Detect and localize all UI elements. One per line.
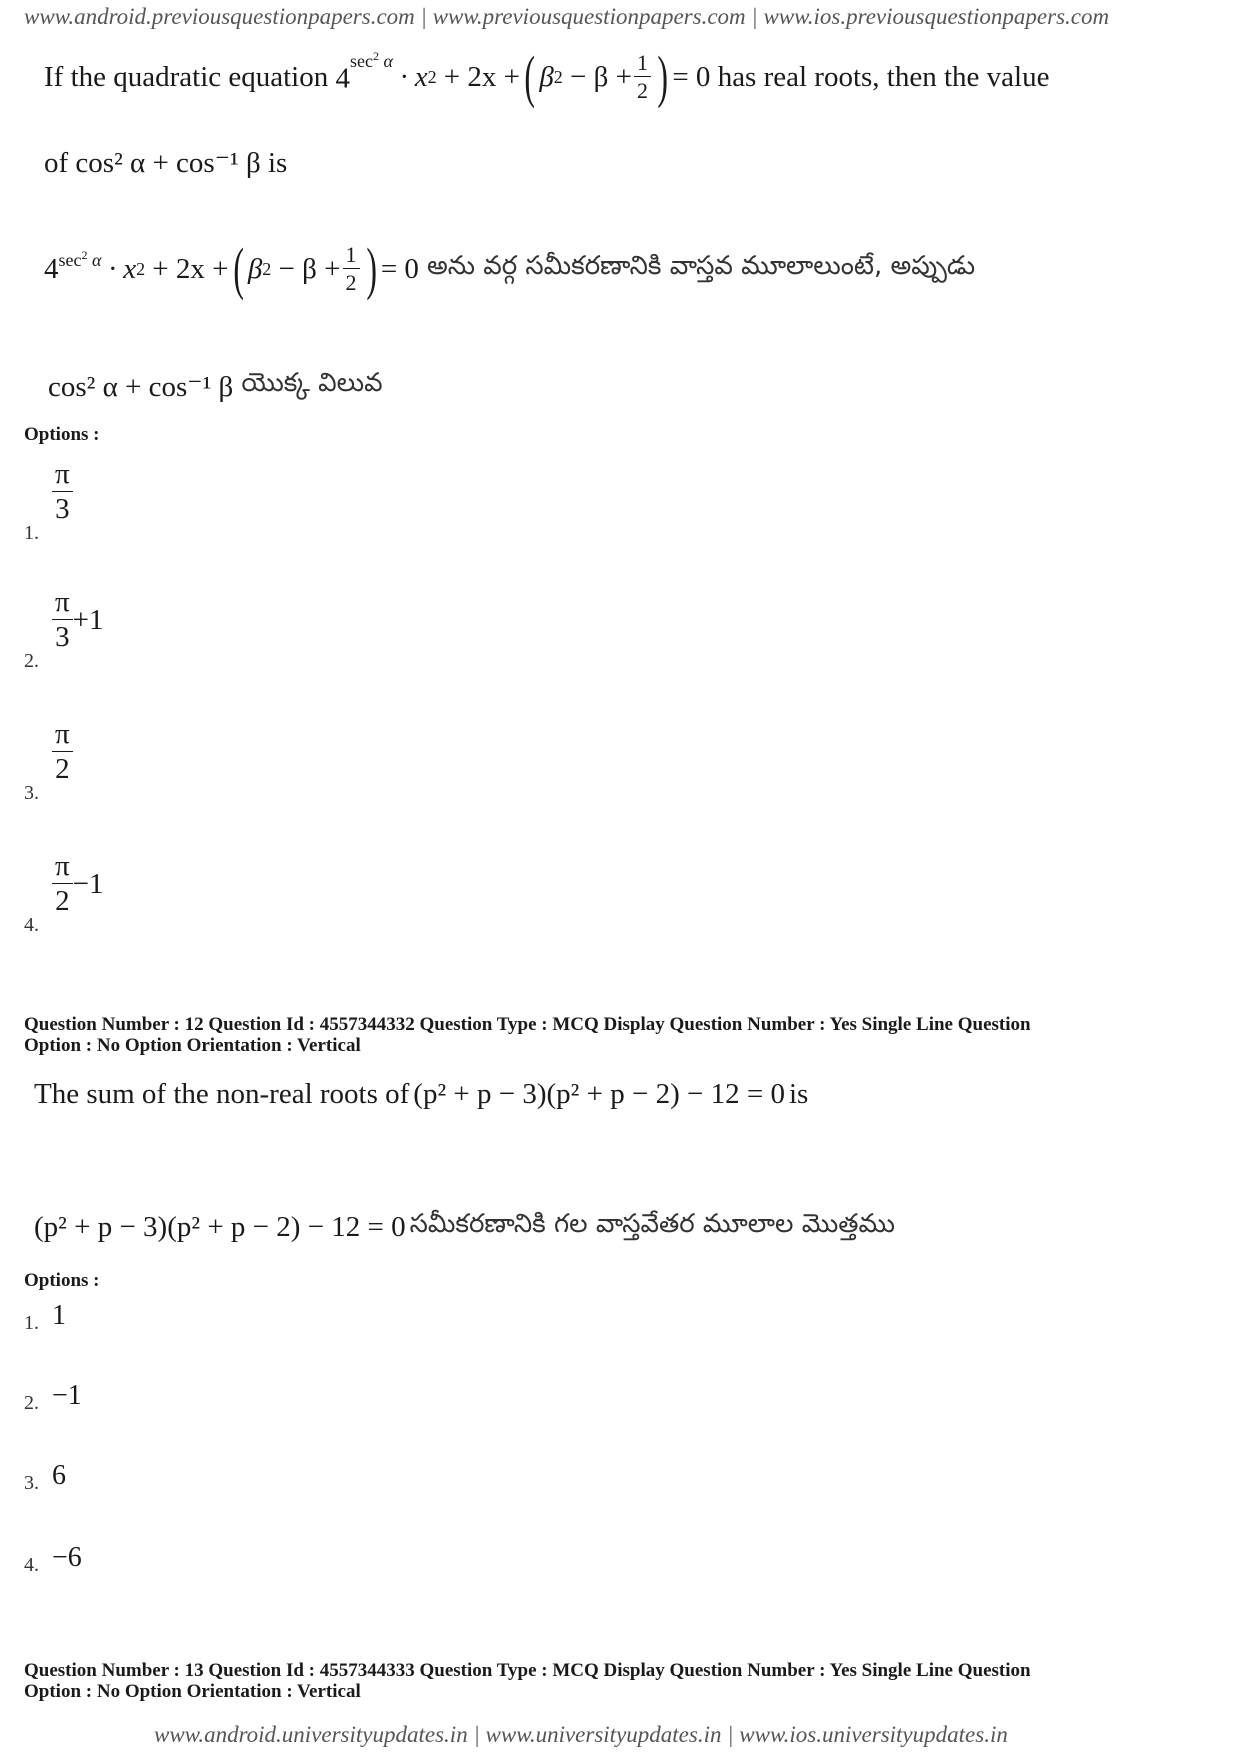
q11-option-4-fraction: $\frac{\pi}{2}$ [52,852,73,916]
q11-te-suffix: అను వర్గ సమీకరణానికి వాస్తవ మూలాలుంటే, అప్పుడు [426,251,976,281]
footer-watermark: www.android.universityupdates.in | www.universityupdates.in | www.ios.universityupdates.in [154,1722,1008,1747]
q12-meta: Question Number : 12 Question Id : 4557344332 Question Type : MCQ Display Question Number : Yes Single Line Question Option : No Option Orientation : Vertical [24,1014,1031,1056]
q12-option-3[interactable]: 3. 6 [24,1460,66,1494]
q11-option-3-fraction: $\frac{\pi}{2}$ [52,720,73,784]
q11-telugu-line2: cos² α + cos⁻¹ β యొక్క విలువ [48,368,383,403]
q12-option-4[interactable]: 4. −6 [24,1542,82,1576]
q12-options-label: Options : [24,1270,100,1291]
q11-option-1-fraction: $\frac{\pi}{3}$ [52,460,73,524]
q12-english: The sum of the non-real roots of (p² + p − 3)(p² + p − 2) − 12 = 0 is [34,1078,809,1110]
q12-option-2[interactable]: 2. −1 [24,1380,82,1414]
q11-te-equation: 4 $^{sec^2 \alpha}$ · x 2 + 2x + ( β 2 − β + $\frac{1}{2}$ ) = 0 [44,236,419,301]
q11-eq-x: · x [400,60,428,93]
q13-meta: Question Number : 13 Question Id : 4557344333 Question Type : MCQ Display Question Number : Yes Single Line Question Option : No Option Orientation : Vertical [24,1660,1031,1702]
q11-eq-base: $4^{sec^2 \alpha}$ [335,48,393,95]
q12-equation: (p² + p − 3)(p² + p − 2) − 12 = 0 [413,1078,785,1110]
q11-eq-fraction: $\frac{1}{2}$ [634,52,651,102]
q11-en-prefix: If the quadratic equation [44,60,329,93]
q11-telugu-line1 [44,236,976,301]
q11-options-label: Options : [24,424,100,445]
q11-en-suffix: has real roots, then the value [717,60,1050,93]
q12-telugu: (p² + p − 3)(p² + p − 2) − 12 = 0 సమీకరణానికి గల వాస్తవేతర మూలాల మొత్తము [34,1209,895,1243]
q11-english-line2: of cos² α + cos⁻¹ β is [44,147,288,179]
q12-option-1[interactable]: 1. 1 [24,1300,66,1334]
q11-english-line1: If the quadratic equation $4^{sec^2 \alpha}$ · x 2 + 2x + ( β 2 − β + $\frac{1}{2}$ ) = 0 has real roots, then the value [44,44,1050,109]
q11-option-2-fraction: $\frac{\pi}{3}$ [52,588,73,652]
header-watermark: www.android.previousquestionpapers.com | www.previousquestionpapers.com | www.ios.previousquestionpapers.com [24,4,1110,29]
